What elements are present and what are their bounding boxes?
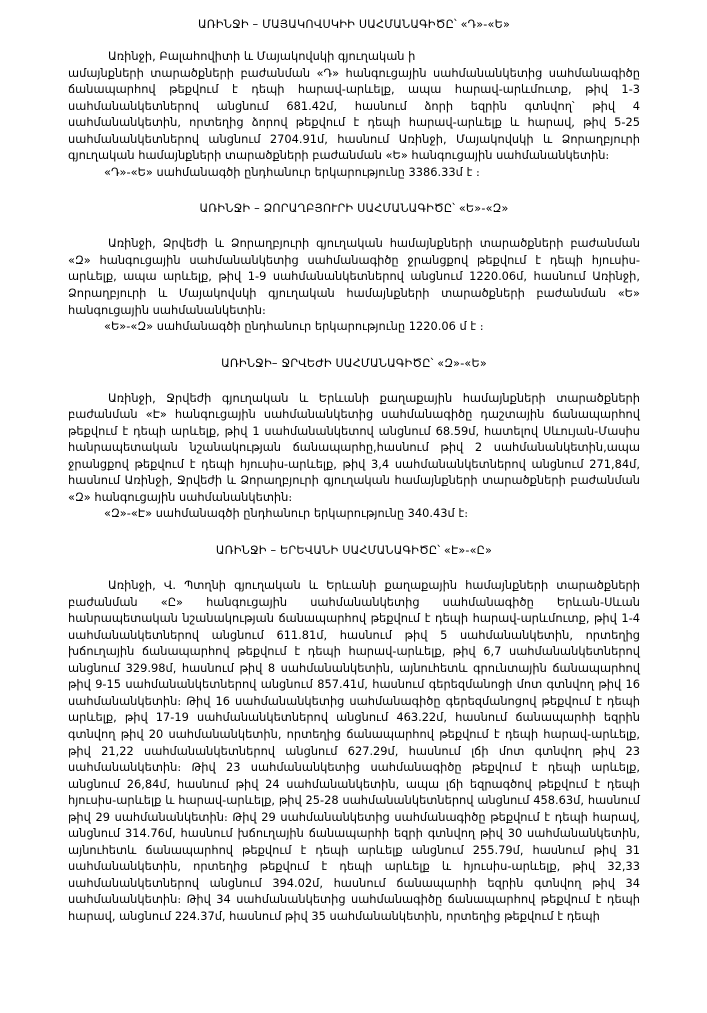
section-dzoraghbyur-paragraph-1: Առինջի, Ձրվեժի և Ձորաղբյուրի գյուղական համայնքների տարածքների բաժանման «Զ» հանգուցային սահմանանկետից սահմանագիծը ջրանցքով թեքվում է դեպի հյուսիս-արևելք, ապա արևելք, թիվ 1-9 սահմանանկետներով անցնում 1220.06մ, հասնում Առինջի, Ձորաղբյուրի և Մայակովսկի գյուղական համայնքների տարածքների բաժանման «Ե» հանգուցային սահմանանկետին։	[68, 236, 640, 317]
section-yerevan-paragraph-1: Առինջի, Վ. Պտղնի գյուղական և Երևանի քաղաքային համայնքների տարածքների բաժանման «Ը» հանգուցային սահմանանկետից սահմանագիծը Երևան-Սևան հանրապետական նշանակության ճանապարհով թեքվում է դեպի հարավ-արևմուտք, թիվ 1-4 սահմանանկետներով անցնում 611.81մ, հասնում թիվ 5 սահմանանկետին, որտեղից խճուղային ճանապարհով թեքվում է դեպի հարավ-արևելք, թիվ 6,7 սահմանանկետներով անցնում 329.98մ, հասնում թիվ 8 սահմանանկետին, այնուհետև գրունտային ճանապարհով թիվ 9-15 սահմանանկետներով անցնում 857.41մ, հասնում գերեզմանոցի մոտ գտնվող թիվ 16 սահմանանկետին։ Թիվ 16 սահմանանկետից սահմանագիծը գերեզմանոցով թեքվում է դեպի արևելք, թիվ 17-19 սահմանանկետներով անցնում 463.22մ, հասնում ճանապարհի եզրին գտնվող թիվ 20 սահմանանկետին, որտեղից ճանապարհով թեքվում է դեպի հարավ-արևելք, թիվ 21,22 սահմանանկետներով անցնում 627.29մ, հասնում լճի մոտ գտնվող թիվ 23 սահմանանկետին։ Թիվ 23 սահմանանկետից սահմանագիծը թեքվում է դեպի արևելք, անցնում 26,84մ, հասնում թիվ 24 սահմանանկետին, ապա լճի եզրագծով թեքվում է դեպի հյուսիս-արևելք և հարավ-արևելք, թիվ 25-28 սահմանանկետներով անցնում 458.63մ, հասնում թիվ 29 սահմանանկետին։ Թիվ 29 սահմանանկետից սահմանագիծը թեքվում է դեպի հարավ, անցնում 314.76մ, հասնում խճուղային ճանապարհի եզրի գտնվող թիվ 30 սահմանանկետին, այնուհետև ճանապարհով թեքվում է դեպի արևելք անցնում 255.79մ, հասնում թիվ 31 սահմանանկետին, որտեղից թեքվում է դեպի արևելք և հյուսիս-արևելք, թիվ 32,33 սահմանանկետներով անցնում 394.02մ, հասնում ճանապարհի եզրին գտնվող թիվ 34 սահմանանկետին։ Թիվ 34 սահմանանկետից սահմանագիծը ճանապարհով թեքվում է դեպի հարավ, անցնում 224.37մ, հասնում թիվ 35 սահմանանկետին, որտեղից թեքվում է դեպի	[68, 578, 640, 923]
section-mayakovski-paragraph-2: ամայնքների տարածքների բաժանման «Դ» հանգուցային սահմանանկետից սահմանագիծը ճանապարհով թեքվում է դեպի հարավ-արևելք, ապա հարավ-արևմուտք, թիվ 1-3 սահմանանկետներով անցնում 681.42մ, հասնում ձորի եզրին գտնվող՝ թիվ 4 սահմանանկետին, որտեղից ձորով թեքվում է դեպի հարավ-արևելք և հարավ, թիվ 5-25 սահմանանկետներով անցնում 2704.91մ, հասնում Առինջի, Մայակովսկի և Ձորաղբյուրի գյուղական համայնքների տարածքների բաժանման «Ե» հանգուցային սահմանանկետին։	[68, 65, 640, 163]
spacer	[68, 522, 640, 544]
section-heading-dzoraghbyur: ԱՌԻՆՋԻ – ՁՈՐԱՂԲՅՈՒՐԻ ՍԱՀՄԱՆԱԳԻԾԸ՝ «Ե»-«Զ»	[199, 202, 509, 216]
section-jrvezh-summary: «Զ»-«Է» սահմանագծի ընդհանուր երկարությունը 340.43մ է։	[104, 506, 469, 521]
spacer	[68, 335, 640, 357]
spacer	[68, 31, 640, 48]
section-mayakovski-paragraph-1: Առինջի, Բալահովիտի և Մայակովսկի գյուղական ի	[108, 49, 416, 63]
spacer	[68, 370, 640, 390]
section-dzoraghbyur-summary: «Ե»-«Զ» սահմանագծի ընդհանուր երկարությունը 1220.06 մ է ։	[104, 319, 484, 334]
spacer	[68, 215, 640, 235]
section-mayakovski-summary: «Դ»-«Ե» սահմանագծի ընդհանուր երկարությունը 3386.33մ է ։	[104, 164, 480, 179]
section-heading-yerevan: ԱՌԻՆՋԻ – ԵՐԵՎԱՆԻ ՍԱՀՄԱՆԱԳԻԾԸ՝ «Է»-«Ը»	[215, 544, 493, 558]
section-jrvezh-paragraph-1: Առինջի, Ջրվեժի գյուղական և Երևանի քաղաքային համայնքների տարածքների բաժանման «Է» հանգուցային սահմանանկետից սահմանագիծը դաշտային ճանապարհով թեքվում է դեպի արևելք, թիվ 1 սահմանանկետով անցնում 68.59մ, հատելով Սևույան-Մասիս հանրապետական նշանակության ճանապարհը,հասնում թիվ 2 սահմանանկետին,ապա ջրանցքով թեքվում է դեպի հյուսիս-արևելք, թիվ 3,4 սահմանանկետներով անցնում 271,84մ, հասնում Առինջի, Ջրվեժի և Ձորաղբյուրի գյուղական համայնքների տարածքների բաժանման «Զ» հանգուցային սահմանանկետին։	[68, 390, 640, 504]
section-heading-mayakovski: ԱՌԻՆՋԻ – ՄԱՅԱԿՈՎՍԿԻԻ ՍԱՀՄԱՆԱԳԻԾԸ՝ «Դ»-«Ե»	[197, 18, 511, 31]
document-body	[68, 0, 640, 925]
section-heading-jrvezh: ԱՌԻՆՋԻ– ՋՐՎԵԺԻ ՍԱՀՄԱՆԱԳԻԾԸ՝ «Զ»-«Ե»	[221, 356, 487, 370]
top-spacer	[68, 0, 640, 18]
spacer	[68, 557, 640, 577]
spacer	[68, 180, 640, 202]
